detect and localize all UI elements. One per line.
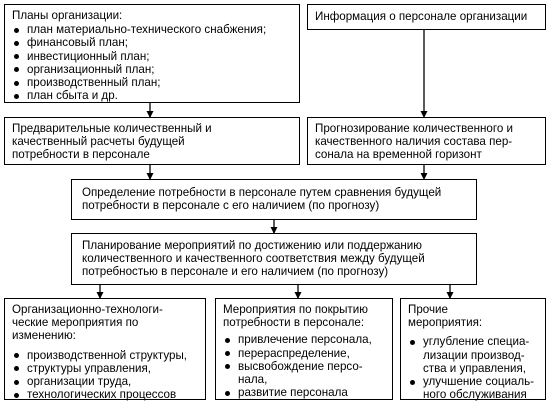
other-title-line: мероприятия:: [408, 316, 483, 330]
plans-item: финансовый план;: [12, 36, 293, 49]
planning-line: количественного и качественного соответствия между будущей: [82, 252, 425, 266]
plans-title: Планы организации:: [12, 9, 123, 22]
plans-item: производственный план;: [12, 76, 293, 89]
org-tech-item: структуры управления,: [12, 362, 199, 375]
coverage-box: [215, 298, 393, 400]
org-tech-list: [12, 349, 199, 402]
coverage-item: высвобождение персо- нала,: [223, 360, 386, 386]
forecast-box: [307, 117, 546, 165]
plans-list: [12, 23, 293, 102]
coverage-item: перераспределение,: [223, 347, 386, 360]
planning-line: Планирование мероприятий по достижению или поддержанию: [82, 239, 422, 252]
determine-line: Определение потребности в персонале путем сравнения будущей: [82, 186, 442, 199]
coverage-list: [223, 333, 386, 399]
planning-line: потребностью в персонале и его наличием (по прогнозу): [82, 265, 389, 279]
coverage-item: развитие персонала: [223, 386, 386, 399]
forecast-line: Прогнозирование количественного и: [315, 122, 513, 135]
plans-item: организационный план;: [12, 63, 293, 76]
org-tech-box: [4, 298, 206, 400]
info-box: [307, 4, 546, 30]
coverage-item: привлечение персонала,: [223, 333, 386, 346]
coverage-title-line: потребности в персонале:: [223, 316, 365, 330]
org-tech-item: организации труда,: [12, 375, 199, 388]
determine-box: [71, 179, 477, 220]
other-list: [408, 335, 539, 401]
info-text: Информация о персонале организации: [315, 10, 528, 23]
plans-box: [4, 4, 300, 103]
other-item: улучшение социаль- ного обслуживания: [408, 375, 539, 401]
prelim-line: Предварительные количественный и: [12, 122, 212, 135]
prelim-line: потребности в персонале: [12, 148, 150, 162]
other-box: [400, 298, 546, 400]
plans-item: инвестиционный план;: [12, 50, 293, 63]
forecast-line: сонала на временной горизонт: [315, 148, 482, 162]
org-tech-title-line: изменению:: [12, 329, 76, 343]
org-tech-item: производственной структуры,: [12, 349, 199, 362]
prelim-box: [4, 117, 300, 165]
coverage-title-line: Мероприятия по покрытию: [223, 303, 368, 316]
determine-line: потребности в персонале с его наличием (по прогнозу): [82, 199, 380, 213]
plans-item: план материально-технического снабжения;: [12, 23, 293, 36]
prelim-line: качественный расчеты будущей: [12, 135, 185, 149]
forecast-line: качественного наличия состава пер-: [315, 135, 513, 149]
other-item: углубление специа- лизации производ- ства и управления,: [408, 335, 539, 375]
org-tech-title-line: ческие мероприятия по: [12, 316, 139, 330]
org-tech-title-line: Организационно-технологи-: [12, 303, 163, 316]
plans-item: план сбыта и др.: [12, 89, 293, 102]
planning-box: [71, 233, 477, 285]
other-title-line: Прочие: [408, 303, 448, 316]
org-tech-item: технологических процессов: [12, 388, 199, 401]
